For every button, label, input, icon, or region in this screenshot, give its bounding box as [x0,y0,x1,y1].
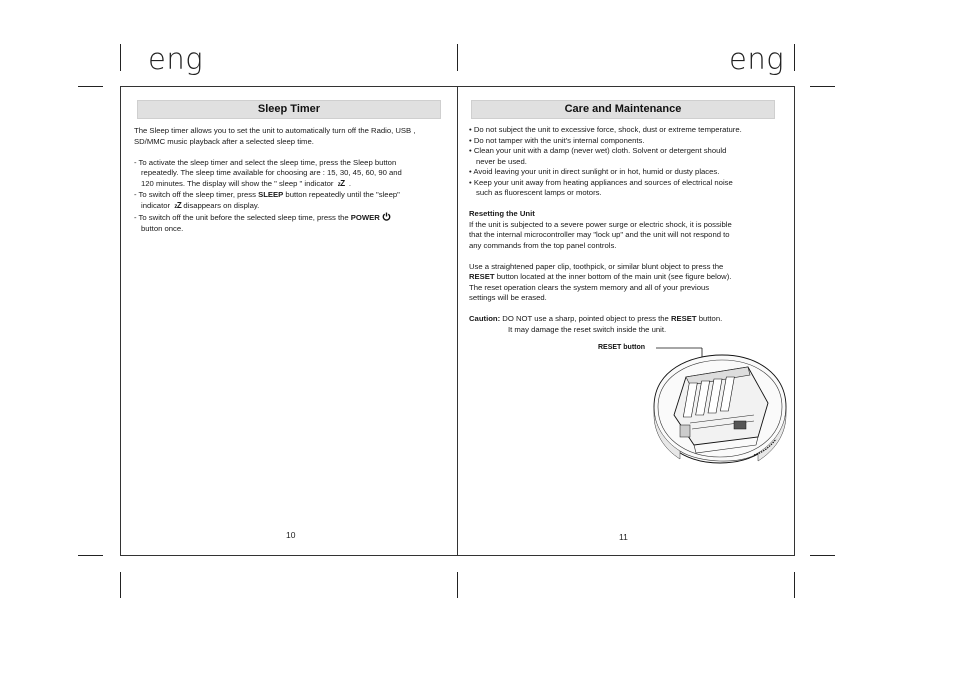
unit-bottom-illustration [650,345,790,475]
page-number-right: 11 [619,532,628,542]
caution-line: Caution: DO NOT use a sharp, pointed object to press the RESET button. [469,314,723,323]
crop-mark [78,86,103,87]
reset-line: Use a straightened paper clip, toothpick, or similar blunt object to press the [469,261,724,271]
reset-line: any commands from the top panel controls. [469,240,617,250]
bullet-line: • Keep your unit away from heating appliances and sources of electrical noise [469,177,733,187]
language-label-left: eng [148,42,204,76]
bullet-line: • Clean your unit with a damp (never wet) cloth. Solvent or detergent should [469,146,727,155]
item-line: repeatedly. The sleep time available for choosing are : 15, 30, 45, 60, 90 and [141,168,402,177]
intro-line: The Sleep timer allows you to set the unit to automatically turn off the Radio, USB , [134,126,416,135]
figure-label-reset: RESET button [598,344,646,351]
care-text [469,125,787,335]
crop-mark [120,572,121,598]
section-title-sleep-timer: Sleep Timer [137,100,441,119]
item-line: button once. [141,223,184,233]
reset-line: The reset operation clears the system memory and all of your previous [469,282,710,292]
item-line: indicator zZ disappears on display. [141,200,260,210]
reset-line: that the internal microcontroller may "lock up" and the unit will not respond to [469,230,730,239]
item-line: 120 minutes. The display will show the " sleep " indicator zZ . [141,178,352,188]
crop-mark [794,572,795,598]
item-line: - To switch off the unit before the selected sleep time, press the POWER [134,212,452,224]
reset-heading: Resetting the Unit [469,209,535,218]
bullet-line: • Avoid leaving your unit in direct sunlight or in hot, humid or dusty places. [469,167,720,176]
item-line: - To switch off the sleep timer, press SLEEP button repeatedly until the "sleep" [134,190,400,199]
reset-line: If the unit is subjected to a severe power surge or electric shock, it is possible [469,219,732,229]
crop-mark [810,86,835,87]
bullet-line: such as fluorescent lamps or motors. [476,188,602,197]
reset-line: RESET button located at the inner bottom of the main unit (see figure below). [469,272,732,281]
crop-mark [120,44,121,71]
bullet-line: • Do not tamper with the unit's internal components. [469,135,645,145]
sleep-indicator-icon: zZ [174,200,182,210]
sleep-indicator-icon: zZ [337,178,345,188]
reset-line: settings will be erased. [469,293,547,302]
bullet-line: • Do not subject the unit to excessive force, shock, dust or extreme temperature. [469,125,742,134]
bullet-line: never be used. [476,156,527,166]
crop-mark [794,44,795,71]
power-icon [382,212,391,221]
section-title-care: Care and Maintenance [471,100,775,119]
page-divider [457,86,458,556]
caution-line: It may damage the reset switch inside the unit. [508,324,667,334]
page-number-left: 10 [286,530,296,540]
language-label-right: eng [729,42,785,76]
item-line: - To activate the sleep timer and select the sleep time, press the Sleep button [134,157,397,167]
crop-mark [457,572,458,598]
crop-mark [457,44,458,71]
crop-mark [810,555,835,556]
crop-mark [78,555,103,556]
intro-line: SD/MMC music playback after a selected sleep time. [134,136,314,146]
sleep-timer-text [134,126,452,234]
